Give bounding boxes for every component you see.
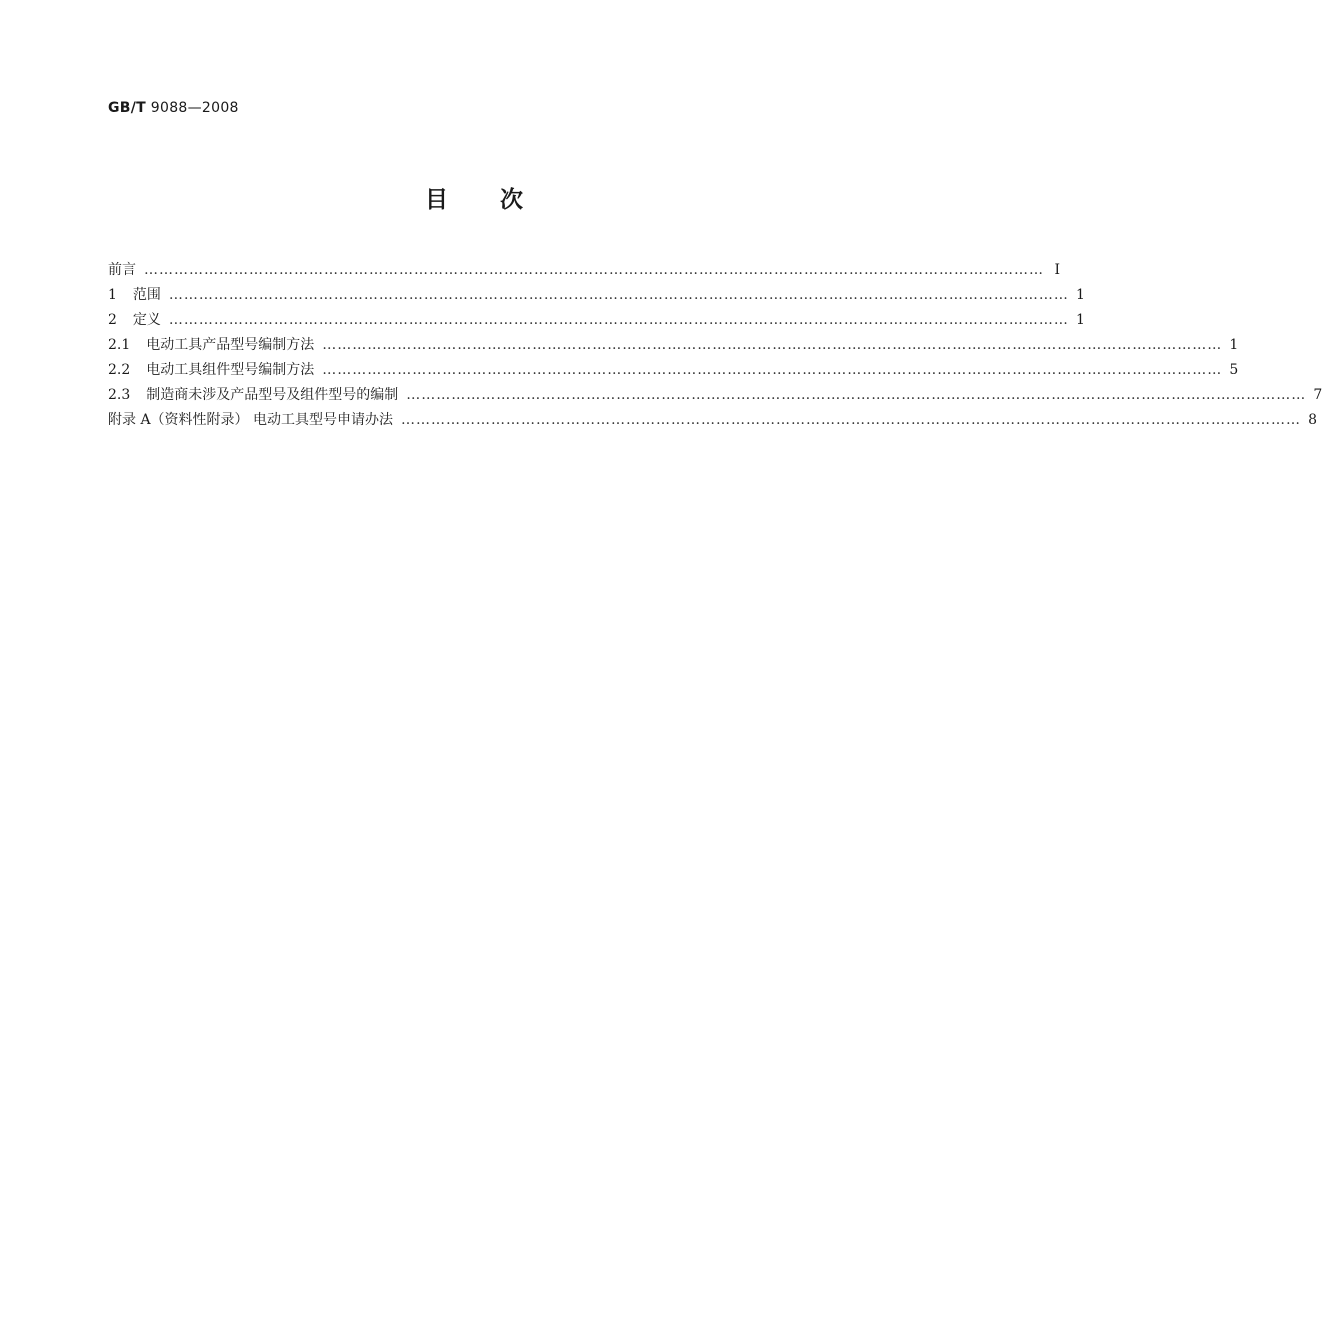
toc-entry-label — [108, 283, 169, 308]
toc-entry-page: 7 — [1313, 387, 1322, 403]
toc-entry-text: 前言 — [108, 262, 136, 278]
standard-number: 9088—2008 — [150, 100, 239, 116]
toc-entry[interactable] — [108, 358, 1239, 383]
toc-entry-page: 5 — [1229, 362, 1239, 378]
toc-leader-dots: ……………………………………………………………………………………………………………………………………………………………… — [401, 412, 1302, 428]
toc-entry-number: 1 — [108, 287, 117, 303]
toc-entry-number: 2 — [108, 312, 117, 328]
toc-entry-page: 8 — [1308, 412, 1318, 428]
toc-leader-dots: ……………………………………………………………………………………………………………………………………………………………… — [322, 337, 1223, 353]
toc-entry-text: 范围 — [132, 287, 161, 303]
toc-leader-dots: ……………………………………………………………………………………………………………………………………………………………… — [168, 312, 1069, 328]
table-of-contents — [108, 258, 1322, 433]
toc-entry-number: 2.2 — [108, 362, 131, 378]
toc-entry-label — [108, 333, 322, 358]
toc-entry-page: 1 — [1076, 287, 1085, 303]
toc-entry-text: 制造商未涉及产品型号及组件型号的编制 — [146, 387, 399, 403]
toc-title: 目 次 — [424, 187, 525, 213]
toc-entry-page: 1 — [1229, 337, 1239, 353]
toc-entry-text: 附录 A（资料性附录） 电动工具型号申请办法 — [108, 412, 394, 428]
toc-entry[interactable] — [108, 308, 1085, 333]
toc-entry-label — [108, 408, 401, 433]
toc-entry-number: 2.1 — [108, 337, 131, 353]
toc-entry[interactable] — [108, 408, 1318, 433]
toc-entry-label — [108, 358, 322, 383]
toc-entry[interactable] — [108, 333, 1239, 358]
toc-leader-dots: ……………………………………………………………………………………………………………………………………………………………… — [144, 262, 1044, 278]
toc-entry-text: 电动工具产品型号编制方法 — [146, 337, 315, 353]
toc-entry-label — [108, 383, 406, 408]
toc-entry[interactable] — [108, 283, 1085, 308]
toc-leader-dots: ……………………………………………………………………………………………………………………………………………………………… — [322, 362, 1223, 378]
toc-entry[interactable] — [108, 258, 1060, 283]
toc-entry-label — [108, 258, 144, 283]
toc-entry-label — [108, 308, 169, 333]
standard-code: GB/T — [108, 100, 147, 116]
toc-entry-page: Ⅰ — [1054, 262, 1060, 278]
toc-entry-text: 定义 — [132, 312, 161, 328]
toc-entry[interactable] — [108, 383, 1322, 408]
toc-leader-dots: ……………………………………………………………………………………………………………………………………………………………… — [168, 287, 1069, 303]
toc-entry-number: 2.3 — [108, 387, 131, 403]
toc-entry-page: 1 — [1076, 312, 1085, 328]
toc-entry-text: 电动工具组件型号编制方法 — [146, 362, 315, 378]
standard-header — [108, 100, 239, 116]
toc-leader-dots: ……………………………………………………………………………………………………………………………………………………………… — [406, 387, 1307, 403]
